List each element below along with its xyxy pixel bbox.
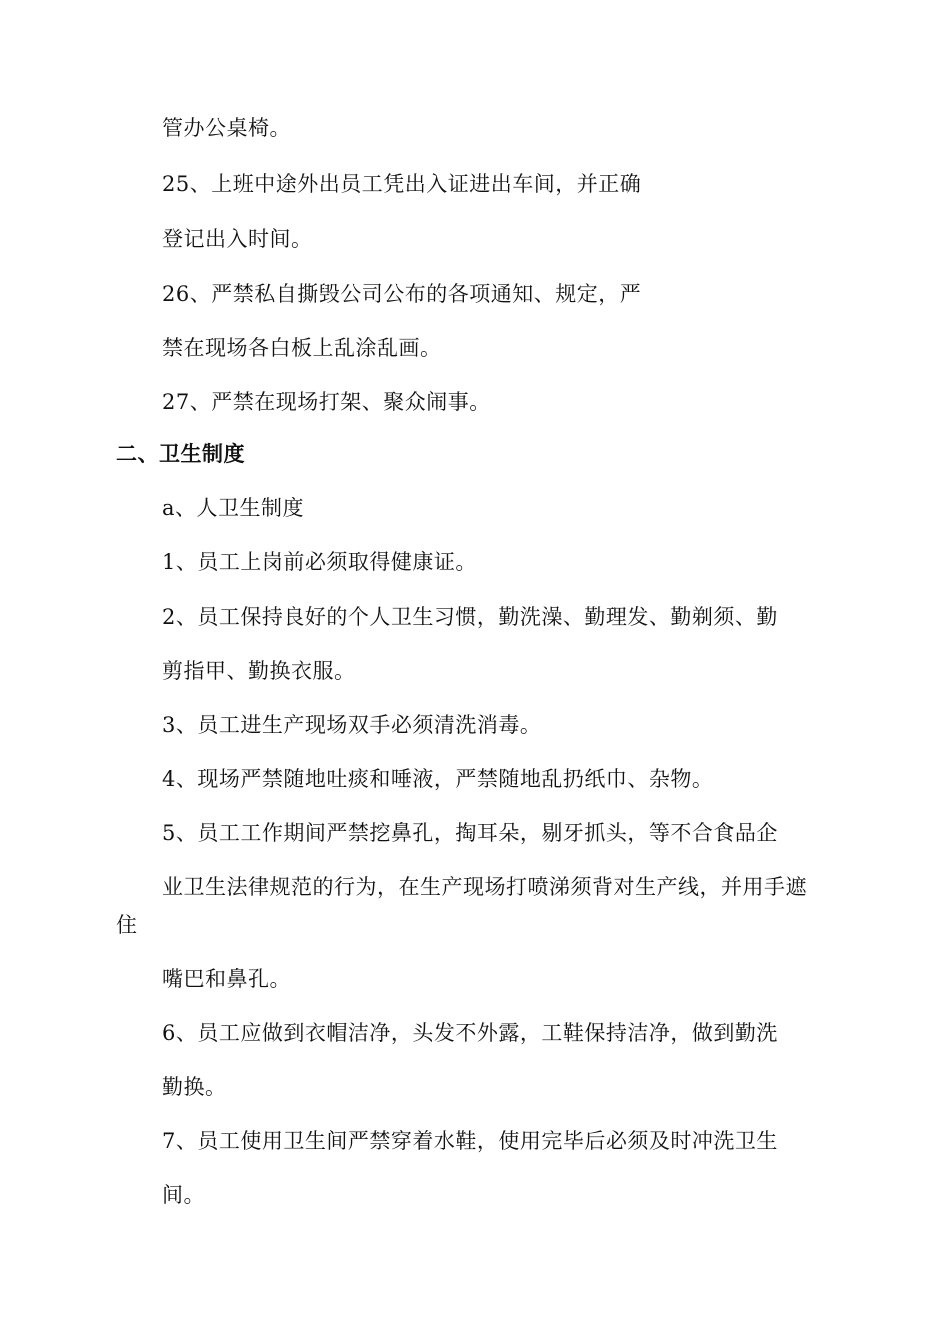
text-line: 26、严禁私自撕毁公司公布的各项通知、规定，严 (162, 282, 642, 306)
text-line: 5、员工工作期间严禁挖鼻孔，掏耳朵，剔牙抓头，等不合食品企 (162, 821, 778, 845)
text-line: 6、员工应做到衣帽洁净，头发不外露，工鞋保持洁净，做到勤洗 (162, 1021, 778, 1045)
text-line: 25、上班中途外出员工凭出入证进出车间，并正确 (162, 172, 642, 196)
text-line-wrap: 住 (116, 913, 138, 937)
text-line: 1、员工上岗前必须取得健康证。 (162, 550, 477, 574)
text-line: 业卫生法律规范的行为，在生产现场打喷涕须背对生产线，并用手遮 (162, 875, 807, 899)
subsection-heading: a、人卫生制度 (162, 496, 305, 520)
section-heading: 二、卫生制度 (116, 441, 245, 466)
text-line: 7、员工使用卫生间严禁穿着水鞋，使用完毕后必须及时冲洗卫生 (162, 1129, 778, 1153)
text-line: 登记出入时间。 (162, 227, 313, 251)
text-line: 勤换。 (162, 1075, 227, 1099)
text-line: 嘴巴和鼻孔。 (162, 967, 291, 991)
text-line: 剪指甲、勤换衣服。 (162, 659, 356, 683)
text-line: 4、现场严禁随地吐痰和唾液，严禁随地乱扔纸巾、杂物。 (162, 767, 714, 791)
text-line: 3、员工进生产现场双手必须清洗消毒。 (162, 713, 542, 737)
text-line: 2、员工保持良好的个人卫生习惯，勤洗澡、勤理发、勤剃须、勤 (162, 605, 778, 629)
text-line: 间。 (162, 1183, 205, 1207)
text-line: 27、严禁在现场打架、聚众闹事。 (162, 390, 491, 414)
text-line: 禁在现场各白板上乱涂乱画。 (162, 336, 442, 360)
text-line: 管办公桌椅。 (162, 116, 291, 140)
